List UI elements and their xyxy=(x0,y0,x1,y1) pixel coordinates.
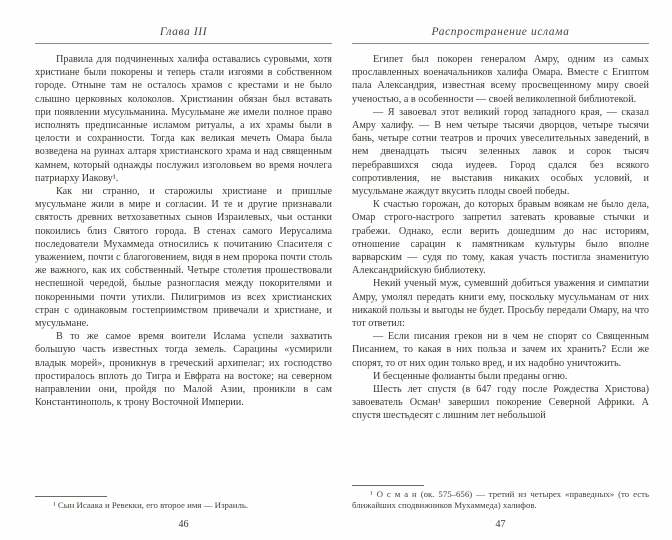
right-footnote-rule xyxy=(352,485,424,486)
left-footnote-rule xyxy=(35,496,107,497)
left-body-text xyxy=(35,53,332,409)
paragraph: Как ни странно, и старожилы христиане и пришлые мусульмане жили в мире и согласии. И те и другие признавали святость древних ветхозаветных сынов Израилевых, чьи останки покоились близ Святого города. В стенах самого Иерусалима последователи Мухаммеда относились к почитанию Спасителя с уважением, почти с благоговением, видя в нем пророка почти столь же важного, как их собственный. Четыре столетия прошествовали неспешной чередой, былые разногласия между покорителями и покоренными почти утихли. Пилигримов из всех христианских стран с одинаковым гостеприимством привечали и христиане, и мусульмане. xyxy=(35,186,332,330)
left-page-number: 46 xyxy=(178,519,189,530)
paragraph: К счастью горожан, до которых бравым воякам не было дела, Омар строго-настрого запретил затевать кровавые стычки и грабежи. Однако, если верить дошедшим до нас историям, отношение сарацин к памятникам культуры было вполне варварским — судя по тому, какая участь постигла знаменитую Александрийскую библиотеку. xyxy=(352,199,649,277)
paragraph: В то же самое время воители Ислама успели захватить большую часть известных тогда земель. Сарацины «усмирили владык морей», проникнув в греческий архипелаг; их господство простиралось вплоть до Тигра и Евфрата на востоке; на северном направлении они, пройдя по Малой Азии, проникли в сам Константинополь, к трону Восточной Империи. xyxy=(35,331,332,409)
paragraph: — Я завоевал этот великий город западного края, — сказал Амру халифу. — В нем четыре тысячи дворцов, четыре тысячи бань, четыре сотни театров и прочих увеселительных заведений, в нем двенадцать тысяч зеленных лавок и сорок тысяч перебравшихся сюда иудеев. Город сдался без всякого сопротивления, не выставив никаких особых условий, и мусульмане жаждут вкусить плоды своей победы. xyxy=(352,106,649,198)
right-running-head xyxy=(352,26,649,44)
paragraph: И бесценные фолианты были преданы огню. xyxy=(373,370,568,382)
left-page-footer xyxy=(35,496,332,532)
right-page xyxy=(352,26,649,532)
left-footnote: ¹ Сын Исаака и Ревекки, его второе имя — Израиль. xyxy=(53,500,249,510)
section-header: Распространение ислама xyxy=(431,26,570,38)
right-page-number: 47 xyxy=(495,519,506,530)
paragraph: — Если писания греков ни в чем не спорят со Священным Писанием, то какая в них польза и зачем их хранить? Если же спорят, то от них один только вред, и их надобно уничтожить. xyxy=(352,331,649,369)
paragraph: Правила для подчиненных халифа оставались суровыми, хотя христиане были покорены и теперь стали изгоями в собственном городе. Отныне там не осталось храмов с крестами и не было слышно церковных колоколов. Христианин обязан был вставать при появлении мусульманина. Мусульмане же имели полное право исполнять предписанные исламом ритуалы, а их храмы были в целости и сохранности. Тогда как великая мечеть Омара была возведена на руинах алтаря христианского храма и над священным камнем, который однажды послужил изголовьем во время ночлега патриарху Иакову¹. xyxy=(35,54,332,184)
paragraph: Шесть лет спустя (в 647 году после Рождества Христова) завоеватель Осман¹ завершил покорение Северной Африки. А спустя шестьдесят с лишним лет небольшой xyxy=(352,384,649,422)
paragraph: Некий ученый муж, сумевший добиться уважения и симпатии Амру, умолял передать книги ему, поскольку мусульманам от них никакой пользы и выгоды не будет. Просьбу передали Омару, на что тот ответил: xyxy=(352,278,649,330)
right-footnote: ¹ О с м а н (ок. 575–656) — третий из четырех «праведных» (то есть ближайших сподвижников Мухаммеда) халифов. xyxy=(352,489,649,510)
right-body-text xyxy=(352,53,649,423)
right-page-footer xyxy=(352,485,649,532)
left-running-head xyxy=(35,26,332,44)
paragraph: Египет был покорен генералом Амру, одним из самых прославленных военачальников халифа Омара. Вместе с Египтом пала Александрия, известная всему просвещенному миру своей ученостью, а в особенности — своей великолепной библиотекой. xyxy=(352,54,649,105)
chapter-header: Глава III xyxy=(159,26,208,38)
left-page xyxy=(35,26,332,532)
